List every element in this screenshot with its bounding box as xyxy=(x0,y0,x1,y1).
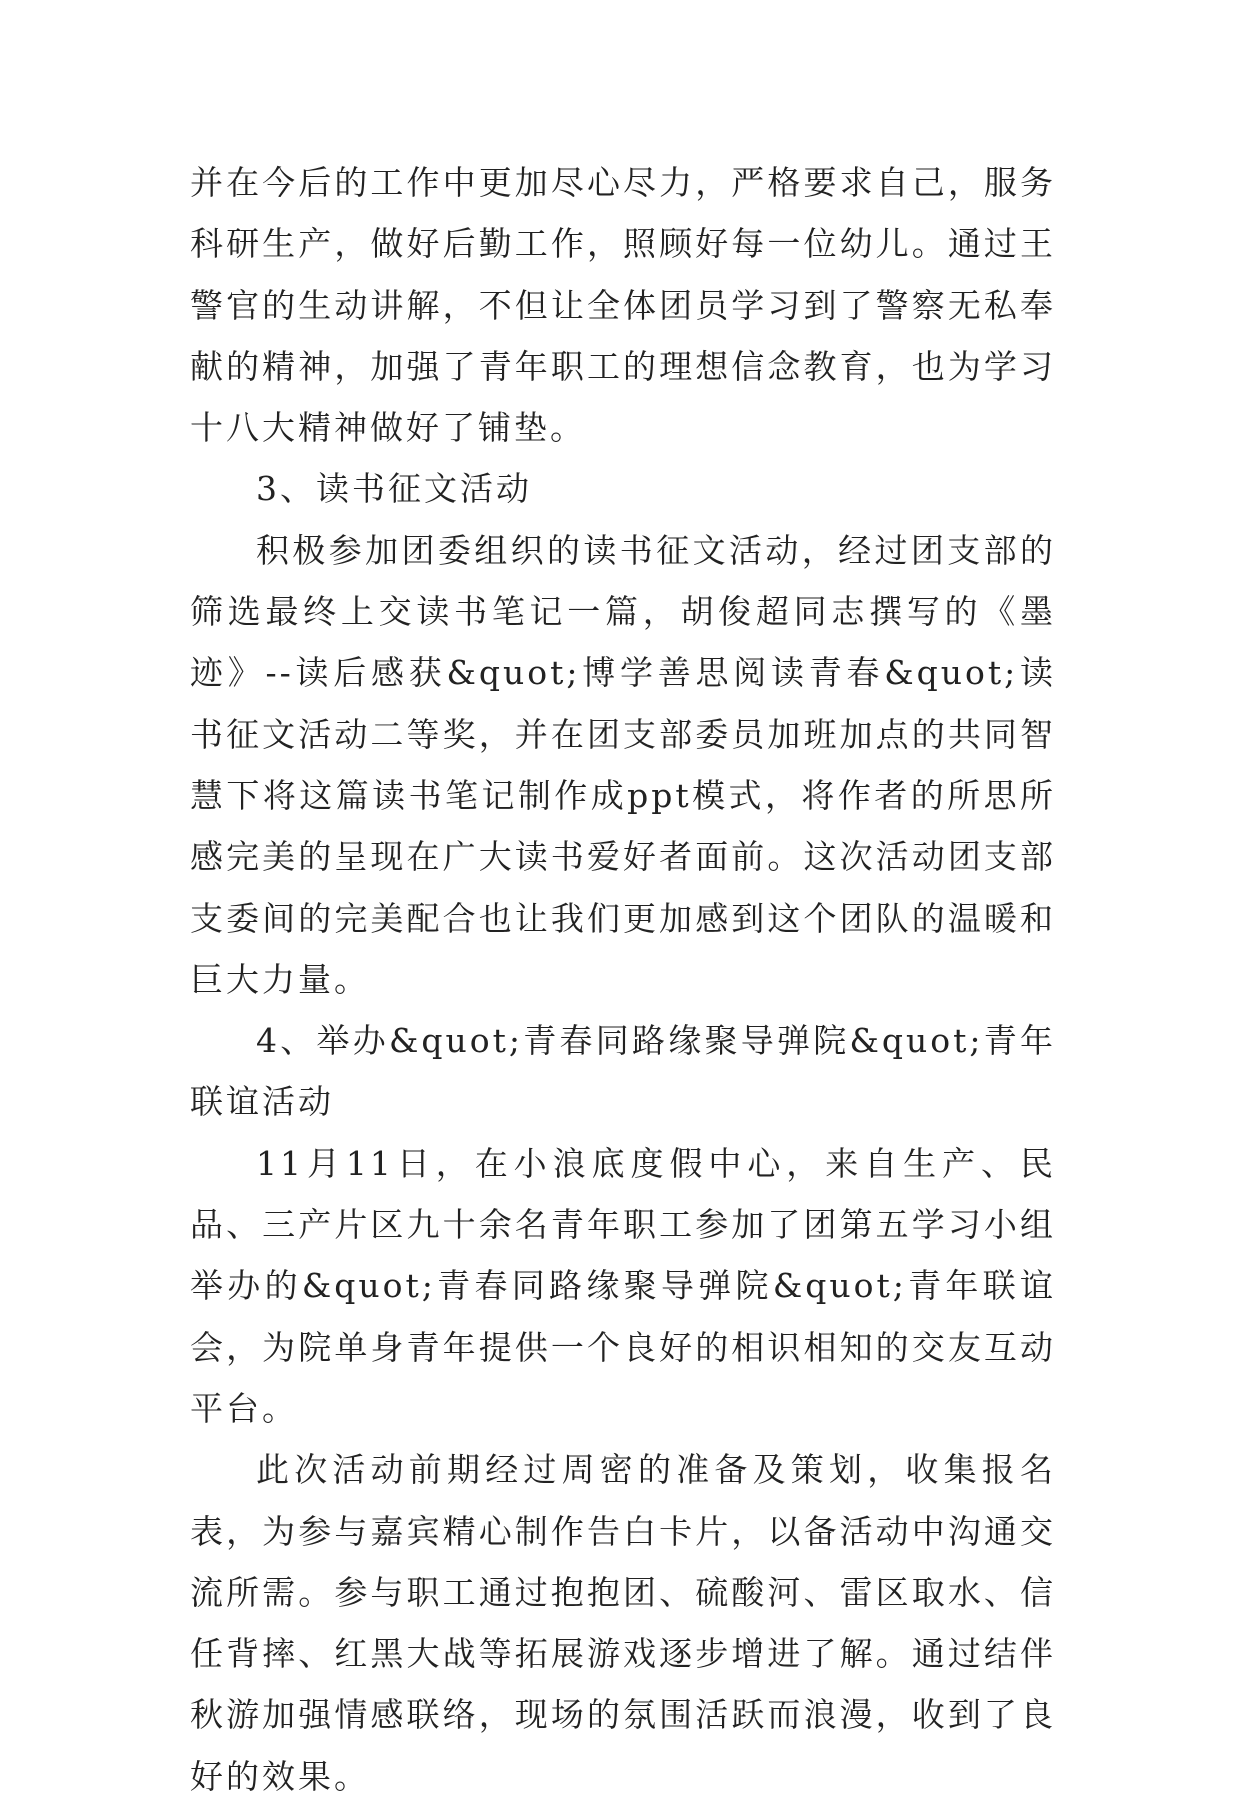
document-body xyxy=(190,152,1056,1807)
paragraph-closing-previous: 并在今后的工作中更加尽心尽力，严格要求自己，服务科研生产，做好后勤工作，照顾好每一位幼儿。通过王警官的生动讲解，不但让全体团员学习到了警察无私奉献的精神，加强了青年职工的理想信念教育，也为学习十八大精神做好了铺垫。 xyxy=(190,163,1056,448)
section-heading-youth-gathering: 4、举办&quot;青春同路缘聚导弹院&quot;青年联谊活动 xyxy=(190,1021,1056,1122)
section-heading-reading-essay: 3、读书征文活动 xyxy=(256,469,532,509)
paragraph-gathering-preparation: 此次活动前期经过周密的准备及策划，收集报名表，为参与嘉宾精心制作告白卡片，以备活动中沟通交流所需。参与职工通过抱抱团、硫酸河、雷区取水、信任背摔、红黑大战等拓展游戏逐步增进了解。通过结伴秋游加强情感联络，现场的氛围活跃而浪漫，收到了良好的效果。 xyxy=(190,1450,1056,1796)
paragraph-reading-essay: 积极参加团委组织的读书征文活动，经过团支部的筛选最终上交读书笔记一篇，胡俊超同志撰写的《墨迹》--读后感获&quot;博学善思阅读青春&quot;读书征文活动二等奖，并在团支部委员加班加点的共同智慧下将这篇读书笔记制作成ppt模式，将作者的所思所感完美的呈现在广大读书爱好者面前。这次活动团支部支委间的完美配合也让我们更加感到这个团队的温暖和巨大力量。 xyxy=(190,530,1056,999)
paragraph-gathering-event: 11月11日，在小浪底度假中心，来自生产、民品、三产片区九十余名青年职工参加了团第五学习小组举办的&quot;青春同路缘聚导弹院&quot;青年联谊会，为院单身青年提供一个良好的相识相知的交友互动平台。 xyxy=(190,1143,1056,1428)
